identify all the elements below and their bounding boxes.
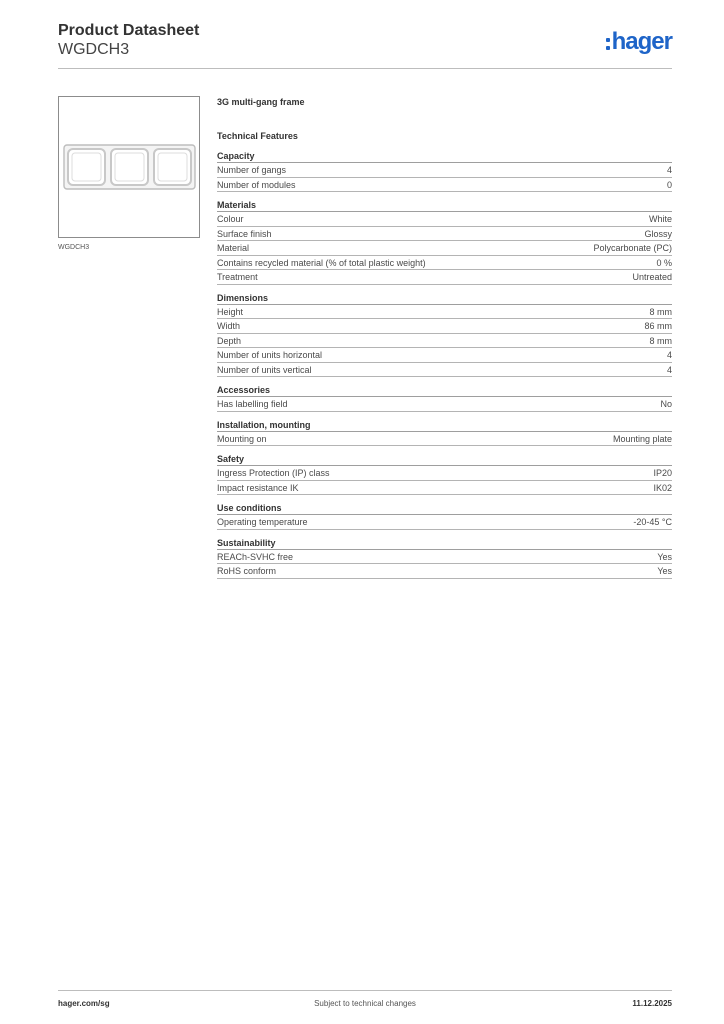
feature-row [217,397,672,412]
feature-value: 4 [666,364,672,375]
footer-website: hager.com/sg [58,999,110,1008]
hager-logo [606,28,672,56]
feature-row [217,163,672,178]
section-accessories [217,383,672,412]
footer-date: 11.12.2025 [632,999,672,1008]
feature-label: Contains recycled material (% of total plastic weight) [217,257,426,268]
feature-value: 4 [666,165,672,175]
product-image [58,96,200,238]
feature-value: Yes [657,566,672,576]
section-materials [217,198,672,285]
section-capacity [217,149,672,192]
section-title: Accessories [217,383,672,397]
section-title: Materials [217,198,672,212]
image-caption: WGDCH3 [58,244,90,251]
technical-features-heading: Technical Features [217,131,298,141]
product-description: 3G multi-gang frame [217,97,305,107]
feature-label: REACh-SVHC free [217,551,294,562]
section-installation-mounting [217,418,672,447]
feature-label: Height [217,306,244,317]
section-title: Sustainability [217,536,672,550]
feature-row [217,550,672,565]
multi-gang-frame-image [59,97,199,237]
feature-label: Number of modules [217,179,296,190]
feature-label: Colour [217,214,244,224]
feature-row [217,515,672,530]
section-title: Use conditions [217,501,672,515]
feature-row [217,564,672,579]
feature-row [217,334,672,349]
page-footer [58,990,672,1013]
feature-row [217,466,672,481]
feature-label: Width [217,321,241,331]
feature-value: 8 mm [649,335,672,346]
feature-row [217,227,672,242]
feature-label: Mounting on [217,433,267,444]
feature-value: IK02 [653,482,672,493]
feature-row [217,305,672,320]
page-title: Product Datasheet [58,22,200,39]
feature-label: Has labelling field [217,399,288,409]
feature-label: Ingress Protection (IP) class [217,468,330,478]
feature-value: No [660,399,672,409]
section-title: Installation, mounting [217,418,672,432]
feature-row [217,363,672,378]
feature-label: Operating temperature [217,517,308,527]
feature-label: Treatment [217,272,258,282]
feature-sections [217,149,672,579]
feature-label: Impact resistance IK [217,482,299,493]
feature-label: Surface finish [217,228,272,239]
feature-row [217,432,672,447]
section-safety [217,452,672,495]
feature-row [217,256,672,271]
feature-value: 4 [666,350,672,360]
feature-value: 8 mm [649,306,672,317]
feature-value: Polycarbonate (PC) [593,243,672,253]
section-title: Capacity [217,149,672,163]
feature-label: Number of units horizontal [217,350,323,360]
feature-label: Number of units vertical [217,364,312,375]
feature-value: 0 % [656,257,672,268]
feature-value: 0 [666,179,672,190]
section-sustainability [217,536,672,579]
feature-value: Untreated [632,272,672,282]
feature-value: IP20 [653,468,672,478]
feature-value: 86 mm [644,321,672,331]
feature-label: Material [217,243,250,253]
datasheet-content [217,95,672,579]
footer-notice: Subject to technical changes [314,999,416,1008]
feature-row [217,481,672,496]
section-use-conditions [217,501,672,530]
feature-row [217,241,672,256]
feature-row [217,319,672,334]
feature-row [217,212,672,227]
feature-label: Depth [217,335,242,346]
feature-row [217,178,672,193]
feature-value: White [648,214,672,224]
feature-value: Mounting plate [612,433,672,444]
feature-row [217,270,672,285]
product-code: WGDCH3 [58,41,130,58]
feature-value: Glossy [644,228,672,239]
logo-text: hager [611,28,672,55]
section-title: Dimensions [217,291,672,305]
section-title: Safety [217,452,672,466]
feature-value: -20-45 °C [633,517,672,527]
feature-value: Yes [657,551,672,562]
section-dimensions [217,291,672,378]
feature-label: RoHS conform [217,566,277,576]
page-header [58,22,672,69]
feature-row [217,348,672,363]
feature-label: Number of gangs [217,165,287,175]
logo-dots-icon [606,38,610,50]
